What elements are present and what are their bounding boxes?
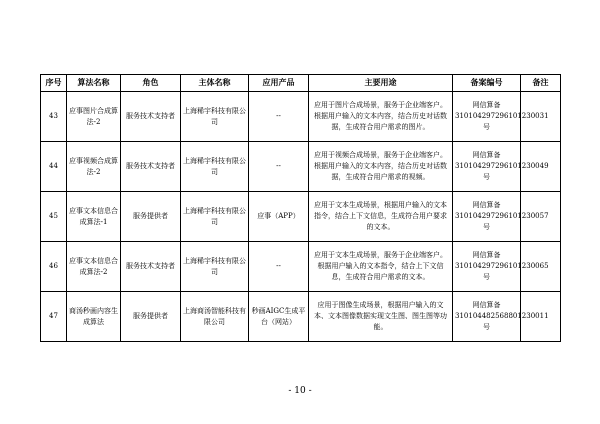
cell-role: 服务提供者 <box>121 192 181 242</box>
header-record-number: 备案编号 <box>453 75 521 92</box>
header-entity-name: 主体名称 <box>181 75 249 92</box>
cell-product: -- <box>249 92 309 142</box>
cell-algorithm-name: 应事文本信息合成算法-1 <box>67 192 121 242</box>
cell-role: 服务技术支持者 <box>121 242 181 292</box>
cell-record-number: 网信算备310104482568801230011号 <box>453 292 521 342</box>
algorithm-registry-table <box>40 74 561 342</box>
cell-entity-name: 上海稀宇科技有限公司 <box>181 192 249 242</box>
cell-seq: 46 <box>41 242 67 292</box>
cell-record-number: 网信算备310104297296101230057号 <box>453 192 521 242</box>
cell-role: 服务技术支持者 <box>121 142 181 192</box>
table-row <box>41 192 561 242</box>
table-row <box>41 92 561 142</box>
table-row <box>41 292 561 342</box>
table-row <box>41 242 561 292</box>
cell-entity-name: 上海稀宇科技有限公司 <box>181 242 249 292</box>
cell-product: 应事（APP） <box>249 192 309 242</box>
cell-entity-name: 上海稀宇科技有限公司 <box>181 92 249 142</box>
cell-purpose: 应用于文本生成场景，根据用户输入的文本指令，结合上下文信息，生成符合用户要求的文本。 <box>309 192 453 242</box>
cell-record-number: 网信算备310104297296101230065号 <box>453 242 521 292</box>
header-role: 角色 <box>121 75 181 92</box>
cell-purpose: 应用于文本生成场景，服务于企业端客户。根据用户输入的文本指令，结合上下文信息，生成符合用户需求的文本。 <box>309 242 453 292</box>
cell-algorithm-name: 应事图片合成算法-2 <box>67 92 121 142</box>
cell-product: -- <box>249 242 309 292</box>
header-seq: 序号 <box>41 75 67 92</box>
cell-seq: 43 <box>41 92 67 142</box>
cell-product: 秒画AIGC生成平台（网站） <box>249 292 309 342</box>
cell-record-number: 网信算备310104297296101230031号 <box>453 92 521 142</box>
table-row <box>41 142 561 192</box>
cell-role: 服务提供者 <box>121 292 181 342</box>
cell-entity-name: 上海稀宇科技有限公司 <box>181 142 249 192</box>
cell-algorithm-name: 商汤秒画内容生成算法 <box>67 292 121 342</box>
cell-record-number: 网信算备310104297296101230049号 <box>453 142 521 192</box>
cell-entity-name: 上海商汤智能科技有限公司 <box>181 292 249 342</box>
table-header-row <box>41 75 561 92</box>
cell-product: -- <box>249 142 309 192</box>
page-number: - 10 - <box>288 386 312 396</box>
cell-algorithm-name: 应事视频合成算法-2 <box>67 142 121 192</box>
header-algorithm-name: 算法名称 <box>67 75 121 92</box>
header-remark: 备注 <box>521 75 561 92</box>
cell-purpose: 应用于图像生成场景，根据用户输入的文本、文本图像数据实现文生图、图生图等功能。 <box>309 292 453 342</box>
cell-seq: 45 <box>41 192 67 242</box>
cell-seq: 47 <box>41 292 67 342</box>
cell-purpose: 应用于图片合成场景，服务于企业端客户。根据用户输入的文本内容，结合历史对话数据，生成符合用户需求的图片。 <box>309 92 453 142</box>
cell-algorithm-name: 应事文本信息合成算法-2 <box>67 242 121 292</box>
header-product: 应用产品 <box>249 75 309 92</box>
cell-seq: 44 <box>41 142 67 192</box>
cell-role: 服务技术支持者 <box>121 92 181 142</box>
cell-purpose: 应用于视频合成场景，服务于企业端客户。根据用户输入的文本内容，结合历史对话数据，生成符合用户需求的视频。 <box>309 142 453 192</box>
header-purpose: 主要用途 <box>309 75 453 92</box>
